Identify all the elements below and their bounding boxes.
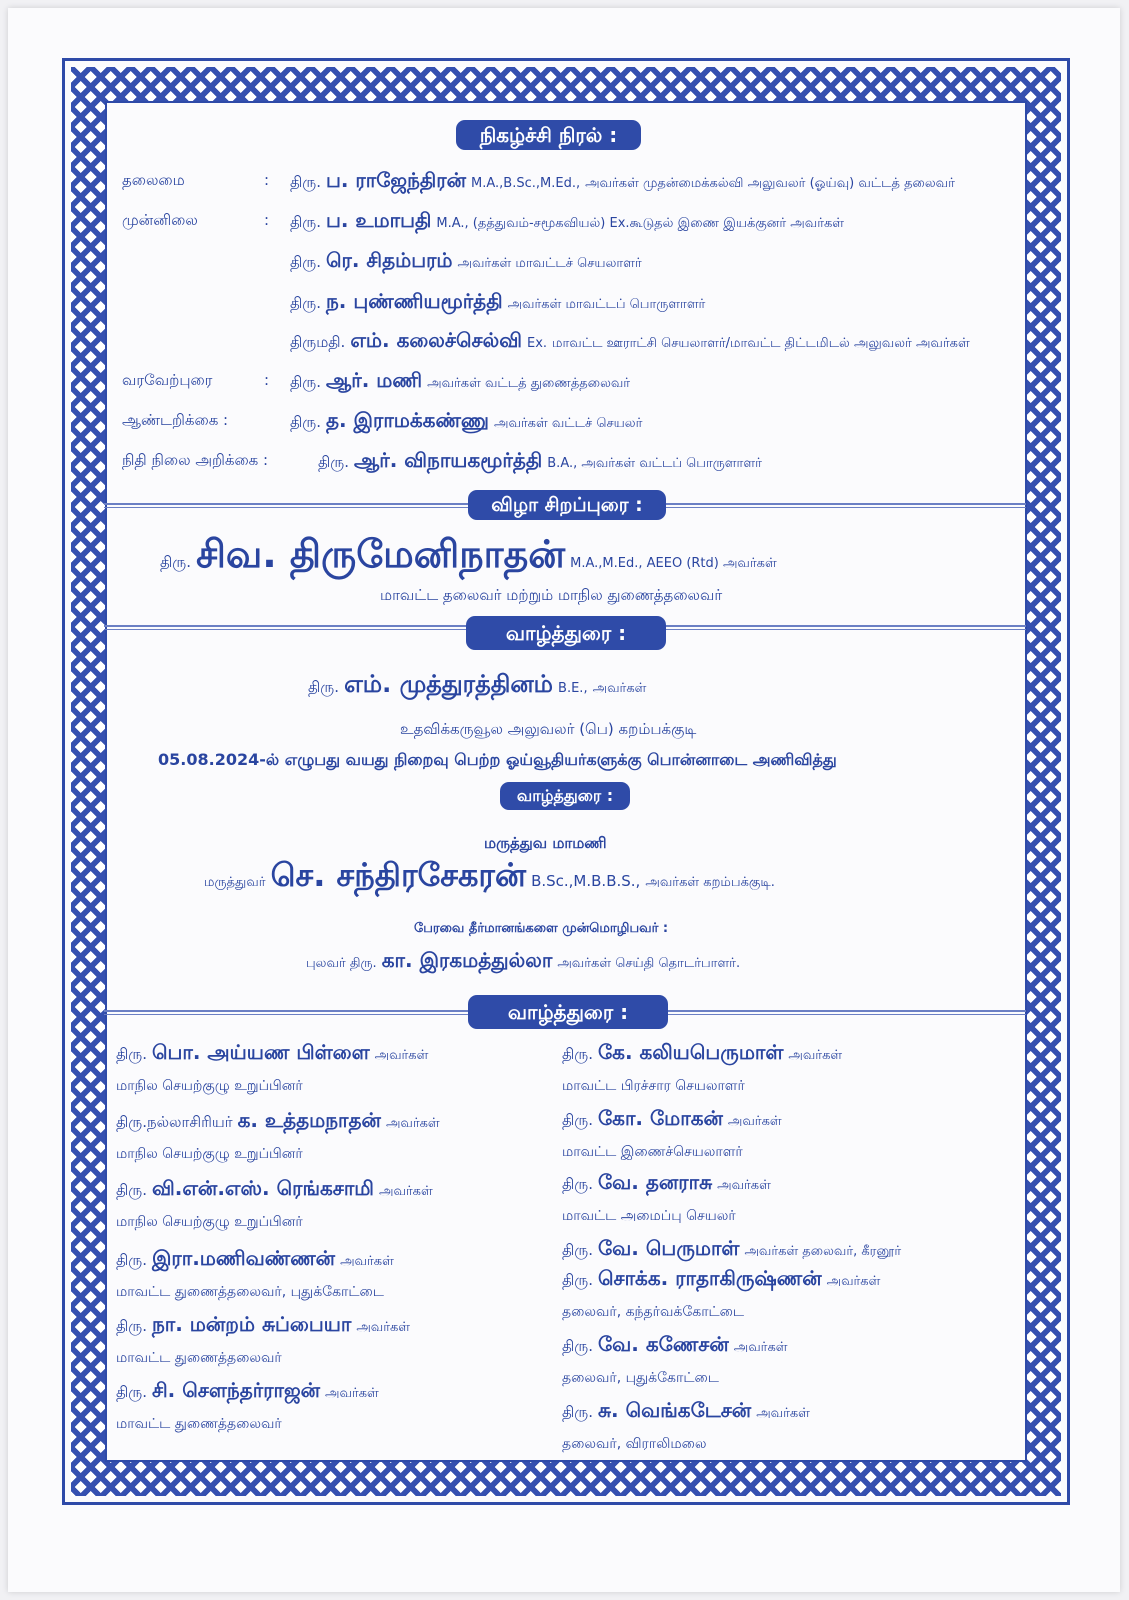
person-name: ப. உமாபதி [325, 208, 432, 232]
designation: அவர்கள் முதன்மைக்கல்வி அலுவலர் (ஓய்வு) வட்டத் தலைவர் [585, 176, 955, 191]
qualifications: அவர்கள் வட்டச் செயலர் [494, 416, 643, 431]
suffix-text: அவர்கள் செய்தி தொடர்பாளர். [557, 956, 741, 971]
honorific: திரு. [562, 1045, 593, 1063]
designation-inline: அவர்கள் [717, 1178, 771, 1193]
greeting3-entry [562, 1170, 776, 1197]
greeting3-entry [562, 1266, 885, 1293]
qualifications: அவர்கள் வட்டத் துணைத்தலைவர் [427, 376, 631, 391]
designation-inline: அவர்கள் [340, 1254, 394, 1269]
programme-entry [290, 168, 960, 195]
greeting2-name: செ. சந்திரசேகரன் [270, 856, 526, 894]
honorific: திரு. [290, 373, 321, 391]
honorific: திரு. [116, 1383, 147, 1401]
greeting1-designation: உதவிக்கருவூல அலுவலர் (பெ) கறம்பக்குடி [400, 720, 697, 738]
greeting3-designation: மாவட்ட துணைத்தலைவர் [116, 1416, 282, 1432]
designation-inline: அவர்கள் [733, 1340, 788, 1355]
person-name: வே. தனராசு [597, 1170, 713, 1194]
greeting3-designation: மாவட்ட அமைப்பு செயலர் [562, 1208, 736, 1224]
person-name: சு. வெங்கடேசன் [597, 1398, 752, 1422]
greeting3-designation: மாவட்ட இணைச்செயலாளர் [562, 1144, 743, 1160]
designation-inline: அவர்கள் [756, 1406, 810, 1421]
greeting3-entry [562, 1236, 906, 1263]
event-description: 05.08.2024-ல் எழுபது வயது நிறைவு பெற்ற ஓய்வூதியர்களுக்கு பொன்னாடை அணிவித்து [158, 750, 837, 769]
person-name: சி. சௌந்தர்ராஜன் [151, 1378, 321, 1402]
special-speaker-designation: மாவட்ட தலைவர் மற்றும் மாநில துணைத்தலைவர் [380, 586, 723, 604]
resolution-label: பேரவை தீர்மானங்களை முன்மொழிபவர் : [414, 921, 669, 936]
qualifications: Ex. [526, 336, 548, 351]
honorific: திரு. [562, 1241, 593, 1259]
special-speaker-name: சிவ. திருமேனிநாதன் [196, 532, 566, 576]
greeting1-name: எம். முத்துரத்தினம் [344, 670, 553, 698]
greeting3-designation: தலைவர், கந்தர்வக்கோட்டை [562, 1304, 745, 1320]
greeting3-designation: தலைவர், புதுக்கோட்டை [562, 1370, 719, 1386]
greeting1-line [308, 670, 646, 701]
suffix-text: அவர்கள் [592, 681, 647, 696]
heading-special-address: விழா சிறப்புரை : [468, 490, 666, 520]
qualifications: M.A., (தத்துவம்-சமூகவியல்) Ex.கூடுதல் இணை இயக்குனர் அவர்கள் [436, 216, 845, 231]
person-name: ஆர். மணி [325, 368, 423, 392]
qualifications: B.E., [558, 681, 588, 696]
designation: மாவட்ட ஊராட்சி செயலாளர்/மாவட்ட திட்டமிடல் அலுவலர் அவர்கள் [552, 336, 970, 351]
programme-entry [290, 368, 640, 395]
qualifications: M.A.,B.Sc.,M.Ed., [471, 176, 581, 191]
programme-entry [318, 448, 772, 475]
qualifications: அவர்கள் மாவட்டப் பொருளாளர் [507, 297, 706, 312]
designation-inline: அவர்கள் [356, 1320, 411, 1335]
qualifications: அவர்கள் மாவட்டச் செயலாளர் [457, 256, 642, 271]
honorific: மருத்துவர் [204, 875, 266, 890]
greeting3-entry [116, 1312, 415, 1339]
honorific: திரு. [562, 1111, 593, 1129]
honorific: திரு. [562, 1175, 593, 1193]
person-name: சொக்க. ராதாகிருஷ்ணன் [597, 1266, 822, 1290]
person-name: வே. பெருமாள் [597, 1236, 740, 1260]
greeting3-designation: மாவட்ட துணைத்தலைவர் [116, 1350, 282, 1366]
greeting3-designation: மாநில செயற்குழு உறுப்பினர் [116, 1214, 303, 1230]
designation-inline: அவர்கள் [826, 1274, 881, 1289]
greeting3-entry [562, 1398, 815, 1425]
designation-inline: அவர்கள் [325, 1386, 379, 1401]
programme-role: தலைமை [122, 171, 185, 189]
honorific: திரு. [116, 1181, 147, 1199]
designation-inline: அவர்கள் [727, 1114, 782, 1129]
honorific: திருமதி. [290, 333, 346, 351]
programme-entry [290, 408, 652, 435]
heading-greeting-1: வாழ்த்துரை : [466, 616, 666, 650]
person-name: வே. கணேசன் [597, 1332, 729, 1356]
designation-inline: அவர்கள் [379, 1184, 433, 1199]
programme-entry [290, 289, 715, 316]
designation-inline: அவர்கள் [374, 1048, 429, 1063]
programme-role: முன்னிலை [122, 211, 198, 229]
honorific: திரு. [116, 1317, 147, 1335]
qualifications: M.A.,M.Ed., AEEO (Rtd) அவர்கள் [570, 556, 777, 571]
person-name: பொ. அய்யண பிள்ளை [151, 1040, 370, 1064]
programme-role: ஆண்டறிக்கை : [122, 411, 229, 429]
honorific: திரு. [290, 413, 321, 431]
honorific: திரு. [562, 1271, 593, 1289]
greeting3-designation: தலைவர், விராலிமலை [562, 1436, 707, 1452]
special-speaker-line [160, 532, 777, 582]
heading-greeting-3: வாழ்த்துரை : [468, 995, 668, 1029]
greeting3-entry [116, 1378, 384, 1405]
greeting3-designation: மாநில செயற்குழு உறுப்பினர் [116, 1078, 303, 1094]
honorific: திரு. [562, 1337, 593, 1355]
honorific: திரு. [160, 553, 191, 571]
programme-entry [290, 328, 975, 355]
resolution-name: கா. இரகமத்துல்லா [381, 948, 553, 972]
heading-greeting-2: வாழ்த்துரை : [500, 782, 630, 810]
honorific: திரு. [290, 213, 321, 231]
honorific: திரு. [290, 294, 321, 312]
person-name: வி.என்.எஸ். ரெங்கசாமி [151, 1176, 374, 1200]
person-name: ந. புண்ணியமூர்த்தி [325, 289, 503, 313]
honorific: திரு.நல்லாசிரியர் [116, 1113, 233, 1131]
person-name: ஆர். விநாயகமூர்த்தி [353, 448, 543, 472]
designation-inline: அவர்கள் [385, 1116, 440, 1131]
greeting3-entry [116, 1176, 438, 1203]
honorific: திரு. [318, 453, 349, 471]
designation-inline: அவர்கள் தலைவர், கீரனூர் [744, 1244, 902, 1259]
honorific: திரு. [290, 253, 321, 271]
person-name: க. உத்தமநாதன் [237, 1108, 381, 1132]
person-name: நா. மன்றம் சுப்பையா [151, 1312, 352, 1336]
resolution-line [306, 948, 740, 975]
greeting2-line [204, 856, 775, 898]
person-name: ரெ. சிதம்பரம் [325, 248, 453, 272]
honorific: திரு. [308, 678, 339, 696]
honorific: புலவர் திரு. [306, 956, 377, 971]
person-name: கோ. மோகன் [597, 1106, 723, 1130]
honorific: திரு. [116, 1045, 147, 1063]
honorific: திரு. [116, 1251, 147, 1269]
greeting3-designation: மாவட்ட பிரச்சார செயலாளர் [562, 1078, 745, 1094]
honorific: திரு. [290, 173, 321, 191]
person-name: எம். கலைச்செல்வி [350, 328, 522, 352]
person-name: த. இராமக்கண்ணு [325, 408, 489, 432]
greeting3-entry [116, 1246, 399, 1273]
greeting3-designation: மாவட்ட துணைத்தலைவர், புதுக்கோட்டை [116, 1284, 384, 1300]
programme-role: நிதி நிலை அறிக்கை : [122, 451, 269, 469]
programme-entry [290, 208, 854, 235]
qualifications: B.A., அவர்கள் வட்டப் பொருளாளர் [547, 456, 762, 471]
programme-entry [290, 248, 652, 275]
greeting3-entry [116, 1040, 433, 1067]
suffix-text: அவர்கள் கறம்பக்குடி. [645, 875, 775, 890]
designation-inline: அவர்கள் [788, 1048, 843, 1063]
greeting3-entry [562, 1040, 847, 1067]
programme-separator: : [264, 171, 270, 189]
programme-separator: : [264, 211, 270, 229]
programme-role: வரவேற்புரை [122, 371, 213, 389]
greeting3-entry [116, 1108, 445, 1135]
person-name: ப. ராஜேந்திரன் [325, 168, 467, 192]
greeting3-entry [562, 1332, 793, 1359]
qualifications: B.Sc.,M.B.B.S., [531, 872, 641, 890]
heading-programme: நிகழ்ச்சி நிரல் : [456, 120, 641, 150]
person-name: இரா.மணிவண்ணன் [151, 1246, 336, 1270]
greeting3-designation: மாநில செயற்குழு உறுப்பினர் [116, 1146, 303, 1162]
greeting2-title: மருத்துவ மாமணி [484, 834, 607, 852]
greeting3-entry [562, 1106, 787, 1133]
person-name: கே. கலியபெருமாள் [597, 1040, 784, 1064]
honorific: திரு. [562, 1403, 593, 1421]
programme-separator: : [264, 371, 270, 389]
